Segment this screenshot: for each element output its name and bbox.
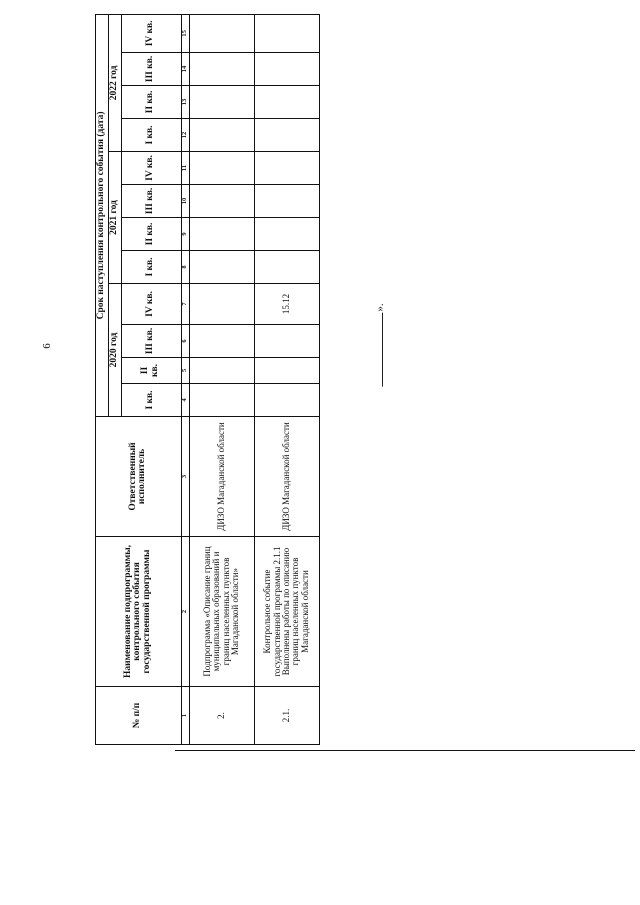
deadline-cell bbox=[189, 284, 254, 325]
header-num: № п/п bbox=[96, 687, 182, 745]
row-responsible: ДИЗО Магаданской области bbox=[254, 417, 319, 537]
index-cell: 15 bbox=[181, 14, 189, 52]
table-row bbox=[254, 14, 319, 744]
index-cell: 1 bbox=[181, 687, 189, 745]
deadline-cell bbox=[254, 152, 319, 185]
header-quarter: II кв. bbox=[121, 86, 181, 119]
deadline-cell bbox=[254, 358, 319, 384]
header-quarter: III кв. bbox=[121, 185, 181, 218]
signature-line bbox=[376, 313, 383, 387]
deadline-cell bbox=[254, 14, 319, 52]
rotated-table-container bbox=[95, 15, 313, 745]
deadline-cell bbox=[254, 119, 319, 152]
deadline-cell bbox=[189, 14, 254, 52]
header-quarter: I кв. bbox=[121, 119, 181, 152]
index-cell: 13 bbox=[181, 86, 189, 119]
bottom-rule bbox=[175, 750, 635, 751]
index-cell: 4 bbox=[181, 384, 189, 417]
index-cell: 14 bbox=[181, 53, 189, 86]
closing-mark bbox=[374, 303, 386, 386]
index-cell: 5 bbox=[181, 358, 189, 384]
index-row bbox=[181, 14, 189, 744]
page-number: 6 bbox=[40, 343, 53, 349]
index-cell: 7 bbox=[181, 284, 189, 325]
header-quarter: IV кв. bbox=[121, 284, 181, 325]
deadline-cell bbox=[254, 325, 319, 358]
control-events-table bbox=[95, 14, 320, 745]
header-year-2022: 2022 год bbox=[108, 14, 121, 151]
index-cell: 2 bbox=[181, 537, 189, 687]
deadline-cell bbox=[189, 218, 254, 251]
deadline-cell bbox=[254, 384, 319, 417]
deadline-cell bbox=[189, 86, 254, 119]
header-quarter: IV кв. bbox=[121, 14, 181, 52]
header-year-2020: 2020 год bbox=[108, 284, 121, 417]
deadline-cell bbox=[254, 185, 319, 218]
row-name: Подпрограмма «Описание границ муниципальных образований и границ населенных пунктов Магаданской области» bbox=[189, 537, 254, 687]
index-cell: 8 bbox=[181, 251, 189, 284]
deadline-cell bbox=[189, 119, 254, 152]
header-quarter: I кв. bbox=[121, 251, 181, 284]
header-quarter: II кв. bbox=[121, 218, 181, 251]
deadline-cell bbox=[254, 86, 319, 119]
deadline-cell bbox=[254, 251, 319, 284]
header-deadline: Срок наступления контрольного события (дата) bbox=[96, 14, 109, 416]
index-cell: 11 bbox=[181, 152, 189, 185]
deadline-cell bbox=[254, 218, 319, 251]
index-cell: 12 bbox=[181, 119, 189, 152]
index-cell: 9 bbox=[181, 218, 189, 251]
deadline-cell bbox=[254, 53, 319, 86]
header-quarter: II кв. bbox=[121, 358, 181, 384]
row-num: 2.1. bbox=[254, 687, 319, 745]
row-name: Контрольное событие государственной программы 2.1.1 Выполнены работы по описанию границ населенных пунктов Магаданской области bbox=[254, 537, 319, 687]
deadline-cell bbox=[189, 53, 254, 86]
deadline-cell bbox=[189, 185, 254, 218]
table-row bbox=[189, 14, 254, 744]
header-quarter: III кв. bbox=[121, 325, 181, 358]
header-quarter: IV кв. bbox=[121, 152, 181, 185]
deadline-cell bbox=[189, 384, 254, 417]
deadline-cell bbox=[189, 251, 254, 284]
header-name: Наименование подпрограммы, контрольного события государственной программы bbox=[96, 537, 182, 687]
index-cell: 6 bbox=[181, 325, 189, 358]
header-quarter: III кв. bbox=[121, 53, 181, 86]
index-cell: 10 bbox=[181, 185, 189, 218]
deadline-cell bbox=[189, 358, 254, 384]
header-row-top bbox=[96, 14, 109, 744]
deadline-cell bbox=[189, 325, 254, 358]
row-num: 2. bbox=[189, 687, 254, 745]
header-year-2021: 2021 год bbox=[108, 152, 121, 284]
deadline-cell: 15.12 bbox=[254, 284, 319, 325]
closing-quote: ». bbox=[374, 303, 386, 312]
header-responsible: Ответственный исполнитель bbox=[96, 417, 182, 537]
deadline-cell bbox=[189, 152, 254, 185]
row-responsible: ДИЗО Магаданской области bbox=[189, 417, 254, 537]
index-cell: 3 bbox=[181, 417, 189, 537]
header-quarter: I кв. bbox=[121, 384, 181, 417]
